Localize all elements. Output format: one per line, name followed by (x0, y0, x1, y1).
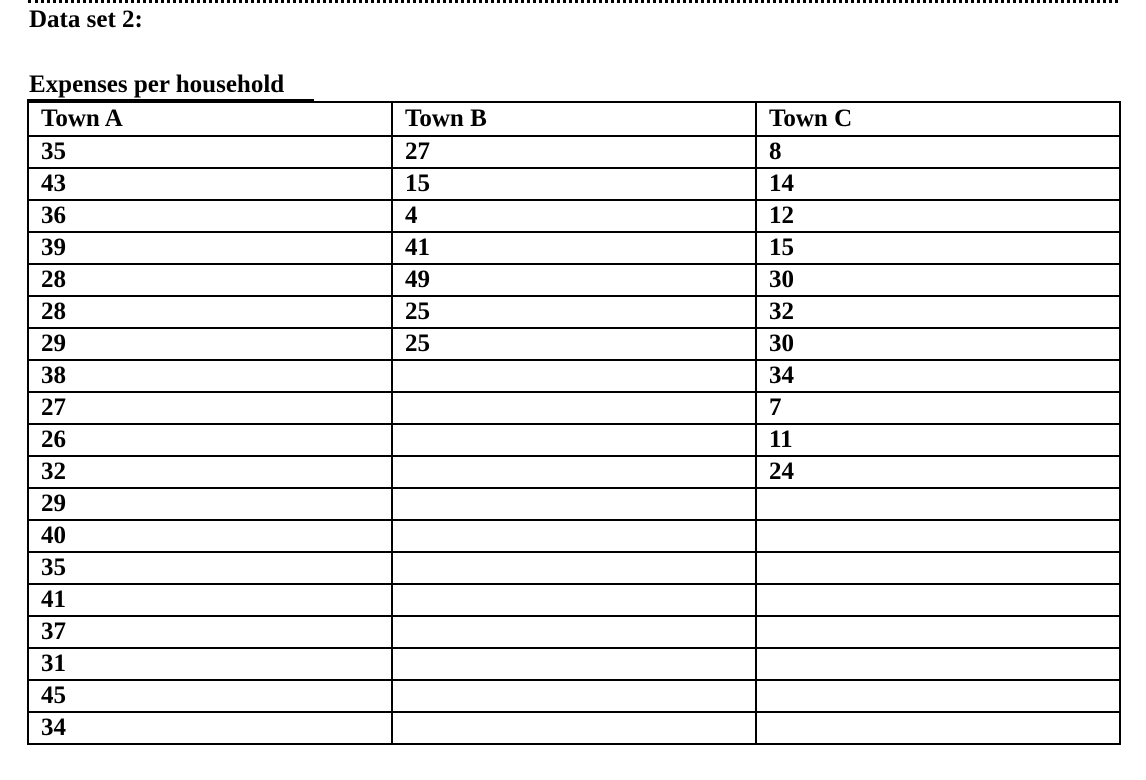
cell-town-b (392, 552, 756, 584)
cell-town-b (392, 616, 756, 648)
cell-town-c (756, 520, 1120, 552)
cell-town-c: 30 (756, 264, 1120, 296)
cell-town-c (756, 680, 1120, 712)
table-row (28, 328, 1120, 360)
table-row (28, 424, 1120, 456)
cell-town-b: 25 (392, 328, 756, 360)
cell-town-b (392, 520, 756, 552)
cell-town-b: 25 (392, 296, 756, 328)
table-row (28, 136, 1120, 168)
cell-town-a: 40 (28, 520, 392, 552)
header-town-c: Town C (756, 102, 1120, 136)
table-row (28, 232, 1120, 264)
table-row (28, 360, 1120, 392)
cell-town-a: 38 (28, 360, 392, 392)
table-row (28, 264, 1120, 296)
cell-town-b: 27 (392, 136, 756, 168)
cell-town-c: 11 (756, 424, 1120, 456)
cell-town-a: 39 (28, 232, 392, 264)
table-row (28, 552, 1120, 584)
header-row (28, 102, 1120, 136)
header-town-a: Town A (28, 102, 392, 136)
cell-town-b (392, 392, 756, 424)
cell-town-c: 8 (756, 136, 1120, 168)
expenses-table (27, 101, 1121, 745)
cell-town-b (392, 712, 756, 744)
cell-town-b (392, 456, 756, 488)
cell-town-a: 45 (28, 680, 392, 712)
top-dotted-rule (28, 0, 1118, 3)
table-row (28, 584, 1120, 616)
table-row (28, 296, 1120, 328)
cell-town-b (392, 584, 756, 616)
cell-town-a: 35 (28, 552, 392, 584)
cell-town-a: 34 (28, 712, 392, 744)
table-row (28, 456, 1120, 488)
cell-town-b: 4 (392, 200, 756, 232)
cell-town-b: 15 (392, 168, 756, 200)
cell-town-c: 15 (756, 232, 1120, 264)
cell-town-a: 41 (28, 584, 392, 616)
cell-town-b (392, 648, 756, 680)
table-row (28, 712, 1120, 744)
cell-town-a: 28 (28, 264, 392, 296)
cell-town-a: 37 (28, 616, 392, 648)
table-row (28, 648, 1120, 680)
table-row (28, 616, 1120, 648)
cell-town-a: 28 (28, 296, 392, 328)
table-row (28, 392, 1120, 424)
cell-town-c (756, 616, 1120, 648)
cell-town-a: 27 (28, 392, 392, 424)
cell-town-b (392, 680, 756, 712)
table-row (28, 520, 1120, 552)
cell-town-a: 35 (28, 136, 392, 168)
dataset-heading: Data set 2: (29, 6, 143, 33)
cell-town-c: 12 (756, 200, 1120, 232)
header-town-b: Town B (392, 102, 756, 136)
table-row (28, 680, 1120, 712)
cell-town-c: 24 (756, 456, 1120, 488)
cell-town-a: 29 (28, 328, 392, 360)
cell-town-c (756, 488, 1120, 520)
table-body (28, 136, 1120, 744)
cell-town-b: 41 (392, 232, 756, 264)
cell-town-c (756, 584, 1120, 616)
cell-town-b: 49 (392, 264, 756, 296)
table-title: Expenses per household (29, 71, 285, 98)
cell-town-b (392, 424, 756, 456)
cell-town-a: 43 (28, 168, 392, 200)
cell-town-c (756, 552, 1120, 584)
cell-town-a: 36 (28, 200, 392, 232)
table-row (28, 488, 1120, 520)
table-row (28, 168, 1120, 200)
cell-town-a: 31 (28, 648, 392, 680)
cell-town-c: 7 (756, 392, 1120, 424)
cell-town-c (756, 712, 1120, 744)
cell-town-b (392, 488, 756, 520)
cell-town-c: 30 (756, 328, 1120, 360)
cell-town-b (392, 360, 756, 392)
cell-town-c: 32 (756, 296, 1120, 328)
cell-town-c: 14 (756, 168, 1120, 200)
cell-town-c (756, 648, 1120, 680)
cell-town-a: 29 (28, 488, 392, 520)
cell-town-c: 34 (756, 360, 1120, 392)
cell-town-a: 32 (28, 456, 392, 488)
cell-town-a: 26 (28, 424, 392, 456)
table-row (28, 200, 1120, 232)
